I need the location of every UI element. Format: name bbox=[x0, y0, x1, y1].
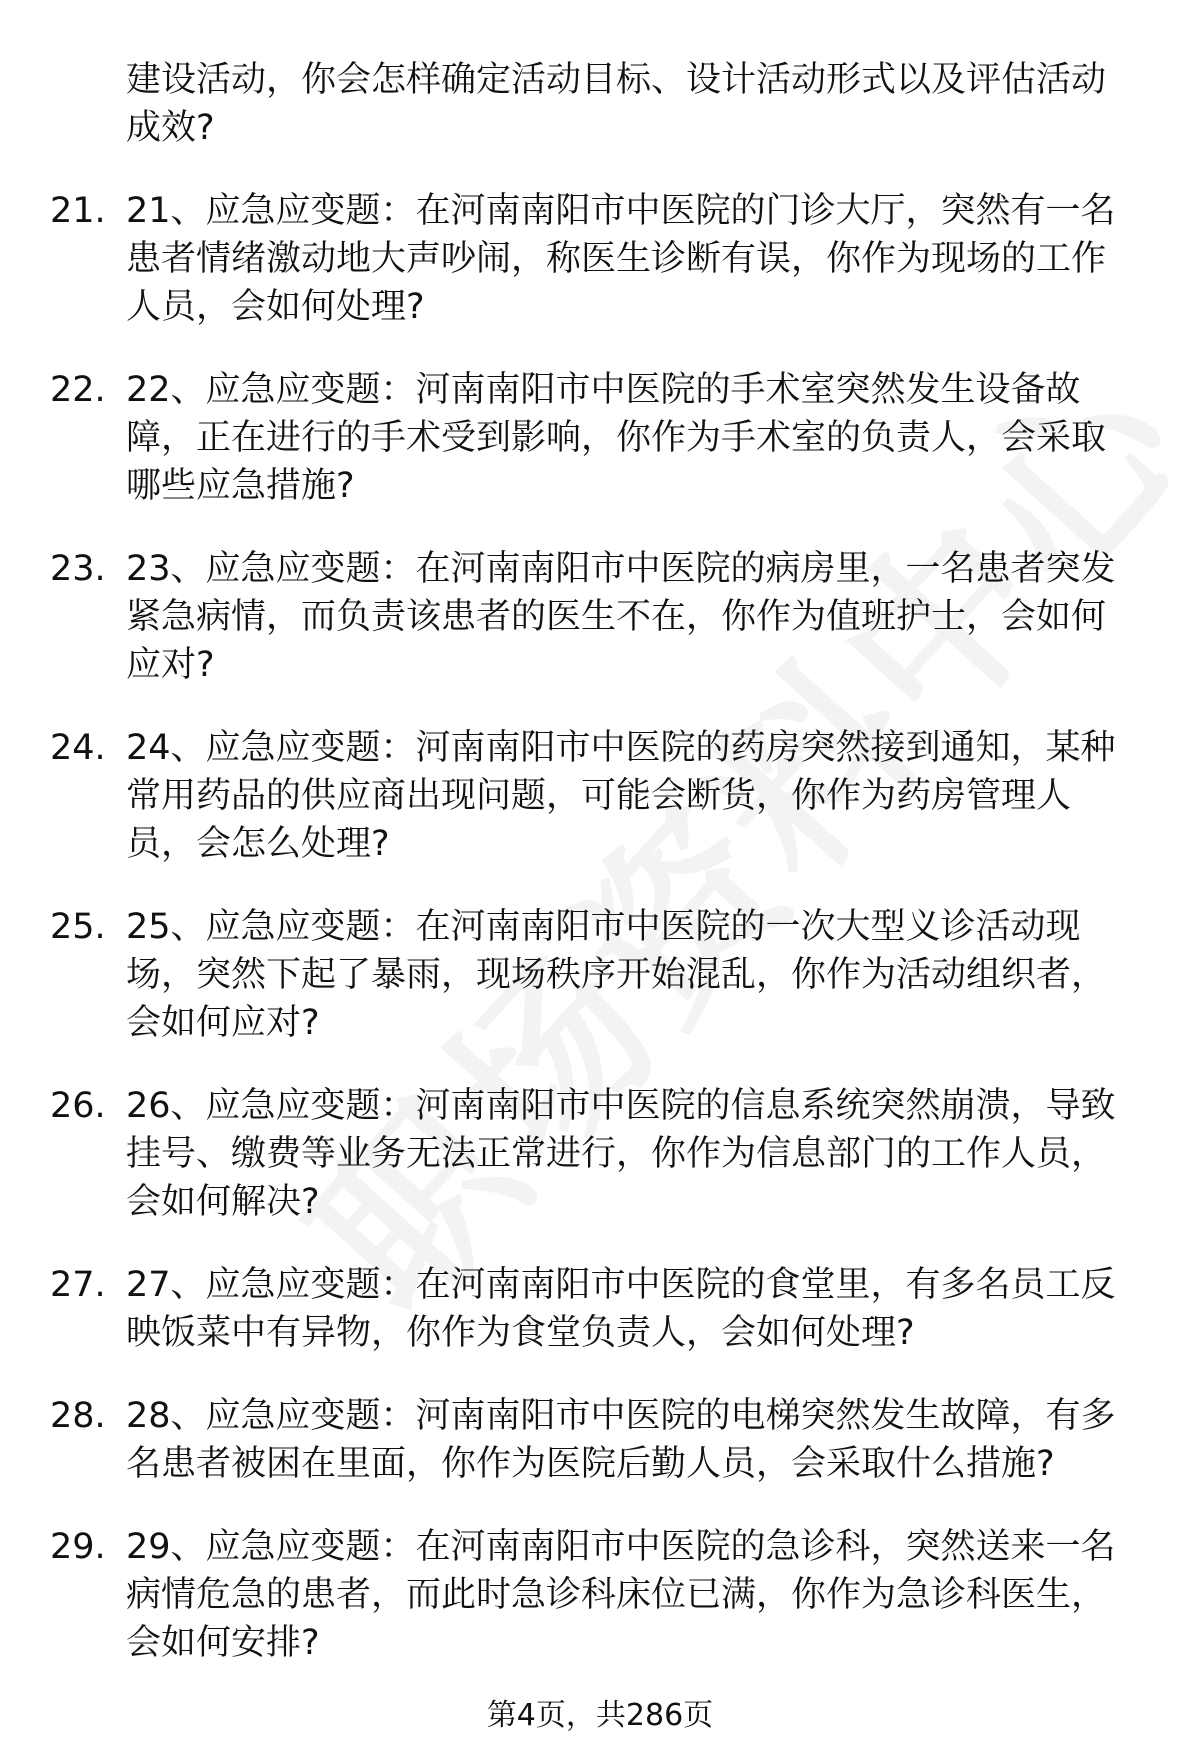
lead-paragraph: 建设活动，你会怎样确定活动目标、设计活动形式以及评估活动成效? bbox=[126, 60, 1107, 148]
question-number: 25. bbox=[50, 907, 106, 947]
question-text: 21、应急应变题：在河南南阳市中医院的门诊大厅，突然有一名患者情绪激动地大声吵闹，称医生诊断有误，你作为现场的工作人员，会如何处理? bbox=[126, 191, 1116, 327]
question-text: 25、应急应变题：在河南南阳市中医院的一次大型义诊活动现场，突然下起了暴雨，现场秩序开始混乱，你作为活动组织者，会如何应对? bbox=[126, 907, 1107, 1043]
question-item-29 bbox=[50, 1523, 1140, 1667]
question-item-22 bbox=[50, 366, 1140, 510]
question-number: 21. bbox=[50, 191, 106, 231]
question-item-21 bbox=[50, 187, 1140, 331]
question-text: 24、应急应变题：河南南阳市中医院的药房突然接到通知，某种常用药品的供应商出现问题，可能会断货，你作为药房管理人员，会怎么处理? bbox=[126, 728, 1116, 864]
question-number: 29. bbox=[50, 1527, 106, 1567]
question-list bbox=[50, 187, 1140, 1667]
question-item-25 bbox=[50, 903, 1140, 1047]
question-text: 23、应急应变题：在河南南阳市中医院的病房里，一名患者突发紧急病情，而负责该患者的医生不在，你作为值班护士，会如何应对? bbox=[126, 549, 1116, 685]
question-text: 26、应急应变题：河南南阳市中医院的信息系统突然崩溃，导致挂号、缴费等业务无法正常进行，你作为信息部门的工作人员，会如何解决? bbox=[126, 1086, 1116, 1222]
question-number: 23. bbox=[50, 549, 106, 589]
question-item-24 bbox=[50, 724, 1140, 868]
question-number: 26. bbox=[50, 1086, 106, 1126]
question-text: 22、应急应变题：河南南阳市中医院的手术室突然发生设备故障，正在进行的手术受到影响，你作为手术室的负责人，会采取哪些应急措施? bbox=[126, 370, 1107, 506]
question-item-26 bbox=[50, 1082, 1140, 1226]
question-number: 27. bbox=[50, 1265, 106, 1305]
question-text: 27、应急应变题：在河南南阳市中医院的食堂里，有多名员工反映饭菜中有异物，你作为食堂负责人，会如何处理? bbox=[126, 1265, 1116, 1353]
question-number: 22. bbox=[50, 370, 106, 410]
page-footer: 第4页，共286页 bbox=[486, 1698, 714, 1733]
question-item-28 bbox=[50, 1392, 1140, 1488]
question-text: 28、应急应变题：河南南阳市中医院的电梯突然发生故障，有多名患者被困在里面，你作为医院后勤人员，会采取什么措施? bbox=[126, 1396, 1116, 1484]
question-text: 29、应急应变题：在河南南阳市中医院的急诊科，突然送来一名病情危急的患者，而此时急诊科床位已满，你作为急诊科医生，会如何安排? bbox=[126, 1527, 1116, 1663]
question-number: 24. bbox=[50, 728, 106, 768]
page-content bbox=[50, 56, 1140, 1702]
question-number: 28. bbox=[50, 1396, 106, 1436]
question-item-27 bbox=[50, 1261, 1140, 1357]
question-item-23 bbox=[50, 545, 1140, 689]
